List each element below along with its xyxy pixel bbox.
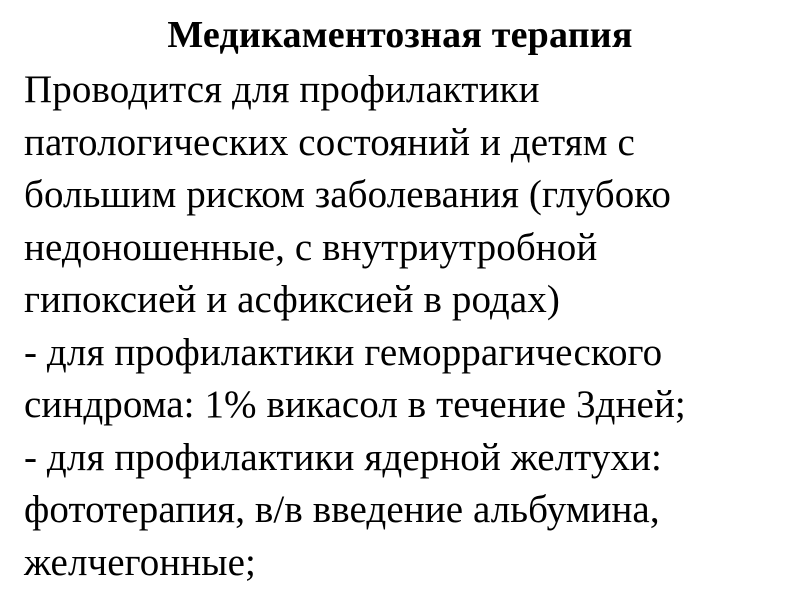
slide-title: Медикаментозная терапия (167, 14, 633, 56)
body-line-2: патологических состояний и детям с (24, 120, 635, 164)
body-line-7: синдрома: 1% викасол в течение 3дней; (24, 383, 686, 426)
body-line-6: - для профилактики геморрагического (24, 330, 663, 374)
body-line-4: недоношенные, с внутриутробной (24, 225, 598, 269)
body-line-9: фототерапия, в/в введение альбумина, (24, 488, 660, 531)
body-line-1: Проводится для профилактики (24, 68, 540, 111)
body-line-5: гипоксией и асфиксией в родах) (24, 278, 560, 321)
body-line-8: - для профилактики ядерной желтухи: (24, 435, 662, 479)
body-line-10: желчегонные; (24, 540, 256, 584)
slide-body (24, 64, 794, 589)
body-line-3: большим риском заболевания (глубоко (24, 173, 671, 216)
